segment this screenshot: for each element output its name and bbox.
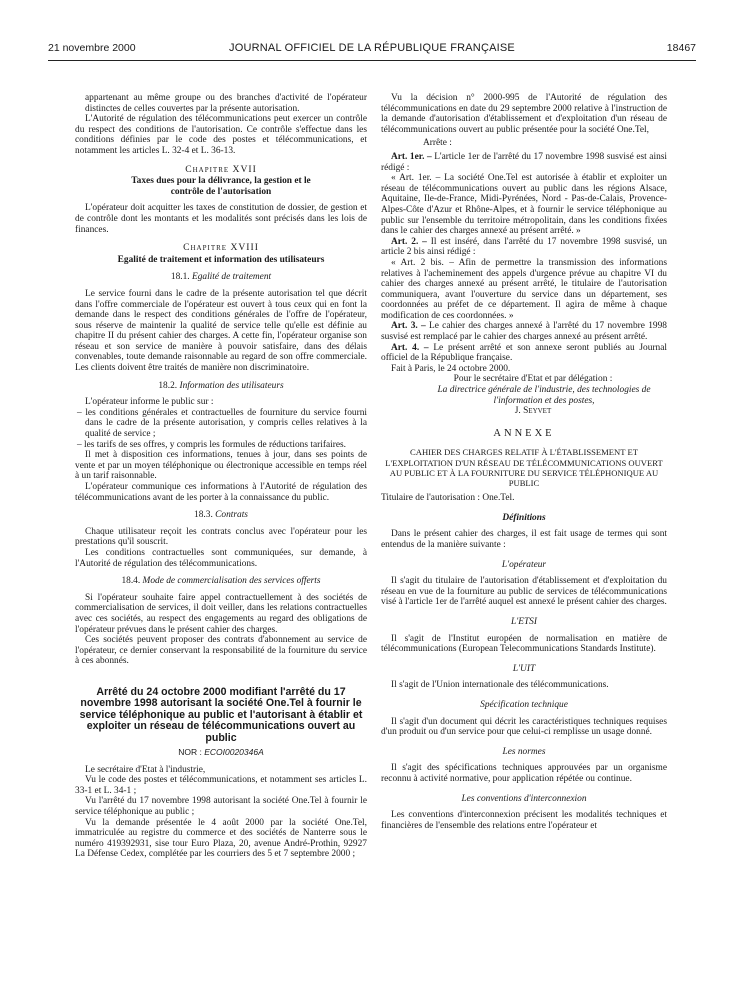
chapter-title: Egalité de traitement et information des utilisateurs <box>117 254 325 265</box>
right-column <box>381 93 667 831</box>
article-text: Le cahier des charges annexé à l'arrêté du 17 novembre 1998 susvisé est remplacé par le cahier des charges annexé au présent arrêté. <box>381 321 667 343</box>
issue-date: 21 novembre 2000 <box>48 42 136 54</box>
article-quote: « Art. 1er. – La société One.Tel est autorisée à établir et exploiter un réseau de télécommunications ouvert au public dans les régions Alsace, Aquitaine, Ile-de-France, Midi-Pyrénées, Nord - Pas-de-Calais, Provence-Alpes-Côte d'Azur et Rhône-Alpes, et à fournir le service téléphonique au public sur l'ensemble du territoire métropolitain, dans les conditions fixées dans le cahier des charges annexé au présent arrêté. » <box>381 173 667 237</box>
article <box>381 237 667 258</box>
definitions-heading: Définitions <box>502 512 546 523</box>
paragraph: L'opérateur doit acquitter les taxes de constitution de dossier, de gestion et de contrôle dont les montants et les modalités sont précisés dans les lois de finances. <box>75 203 367 235</box>
section-title: Egalité de traitement <box>191 272 272 283</box>
definition-term: Les conventions d'interconnexion <box>461 793 587 804</box>
chapter-label: Chapitre XVII <box>185 163 257 175</box>
paragraph: Vu la décision n° 2000-995 de l'Autorité de régulation des télécommunications en date du 29 septembre 2000 relative à l'instruction de la demande d'autorisation d'établissement et d'exploitation d'un réseau de télécommunications ouvert au public présentée pour la société One.Tel, <box>381 93 667 135</box>
article <box>381 152 667 173</box>
paragraph: Les conditions contractuelles sont communiquées, sur demande, à l'Autorité de régulation des télécommunications. <box>75 547 367 569</box>
article-text: Le présent arrêté et son annexe seront publiés au Journal officiel de la République française. <box>381 342 667 364</box>
article <box>381 343 667 364</box>
paragraph: appartenant au même groupe ou des branches d'activité de l'opérateur distinctes de celles couvertes par la présente autorisation. <box>85 93 367 114</box>
article-label: Art. 4. – <box>391 342 429 353</box>
article-quote: « Art. 2 bis. – Afin de permettre la transmission des informations relatives à l'acheminement des appels d'urgence prévue au chapitre VI du cahier des charges annexé au présent arrêté, le titulaire de l'autorisation communiquera, avant l'ouverture du service dans un département, ses coordonnées au préfet de ce département. Il agira de même à chaque modification de ces coordonnées. » <box>381 257 667 321</box>
section-heading <box>75 576 367 587</box>
nor-code: ECOI0020346A <box>204 746 264 757</box>
section-title: Contrats <box>215 510 248 521</box>
definition-text: Il s'agit de l'Union internationale des télécommunications. <box>391 680 609 691</box>
definition-text: Il s'agit de l'Institut européen de normalisation en matière de télécommunications (European Telecommunications Standards Institute). <box>381 633 667 655</box>
section-number: 18.2. <box>158 380 178 391</box>
annex-title: CAHIER DES CHARGES RELATIF À L'ÉTABLISSEMENT ET L'EXPLOITATION D'UN RÉSEAU DE TÉLÉCOMMUNICATIONS OUVERT AU PUBLIC ET À LA FOURNITURE DU SERVICE TÉLÉPHONIQUE AU PUBLIC <box>385 447 663 489</box>
paragraph: Chaque utilisateur reçoit les contrats conclus avec l'opérateur pour les prestations qu'il souscrit. <box>75 526 367 548</box>
decree-title: Arrêté du 24 octobre 2000 modifiant l'arrêté du 17 novembre 1998 autorisant la société One.Tel à fournir le service téléphonique au public et l'autorisant à établir et exploiter un réseau de télécommunications ouvert au public <box>79 685 363 744</box>
definition-text: Il s'agit d'un document qui décrit les caractéristiques techniques requises d'un produit ou d'un service pour que celui-ci remplisse un usage donné. <box>381 716 667 738</box>
section-number: 18.3. <box>194 510 213 521</box>
definition-term: L'UIT <box>512 663 536 674</box>
article-text: L'article 1er de l'arrêté du 17 novembre 1998 susvisé est ainsi rédigé : <box>381 151 668 173</box>
definition-text: Il s'agit des spécifications techniques approuvées par un organisme reconnu à activité normative, pour application répétée ou continue. <box>381 763 667 784</box>
left-column <box>75 93 367 860</box>
paragraph: Dans le présent cahier des charges, il est fait usage de termes qui sont entendus de la manière suivante : <box>381 529 667 550</box>
article-label: Art. 2. – <box>391 236 427 247</box>
article <box>381 321 667 342</box>
signature-title: La directrice générale de l'industrie, des technologies de l'information et des postes, <box>437 385 651 406</box>
paragraph: Vu l'arrêté du 17 novembre 1998 autorisant la société One.Tel à fournir le service téléphonique au public ; <box>75 796 367 817</box>
paragraph: Arrête : <box>423 138 452 149</box>
section-title: Information des utilisateurs <box>179 380 284 391</box>
section-heading <box>75 272 367 283</box>
paragraph: Il met à disposition ces informations, tenues à jour, dans ses points de vente et par un moyen téléphonique ou électronique accessible en temps réel à un tarif raisonnable. <box>75 450 367 482</box>
page-number: 18467 <box>666 42 696 54</box>
chapter-title: Taxes dues pour la délivrance, la gestion et le contrôle de l'autorisation <box>131 176 311 197</box>
list-item: – les tarifs de ses offres, y compris les formules de réductions tarifaires. <box>77 439 347 450</box>
definition-text: Il s'agit du titulaire de l'autorisation d'établissement et d'exploitation du réseau en vue de la fourniture au public de services de télécommunications visé à l'article 1er de l'arrêté auquel est annexé le présent cahier des charges. <box>381 576 667 608</box>
date-line: Fait à Paris, le 24 octobre 2000. <box>391 363 511 374</box>
definition-text: Les conventions d'interconnexion précisent les modalités techniques et financières de l'ensemble des relations entre l'opérateur et <box>381 810 667 831</box>
article-text: Il est inséré, dans l'arrêté du 17 novembre 1998 susvisé, un article 2 bis ainsi rédigé : <box>381 236 667 258</box>
paragraph: Ces sociétés peuvent proposer des contrats d'abonnement au service de l'opérateur, ce dernier conservant la responsabilité de la fourniture du service à ces abonnés. <box>75 635 367 667</box>
definition-term: L'opérateur <box>501 559 547 570</box>
definition-term: Spécification technique <box>480 699 568 710</box>
nor-label: NOR : <box>178 746 202 757</box>
section-title: Mode de commercialisation des services offerts <box>142 576 321 587</box>
paragraph: L'opérateur communique ces informations à l'Autorité de régulation des télécommunications avant de les porter à la connaissance du public. <box>75 482 367 503</box>
paragraph: L'Autorité de régulation des télécommunications peut exercer un contrôle du respect des conditions de l'autorisation. Ce contrôle s'effectue dans les conditions définies par le code des postes et télécommunications, et notamment les articles L. 32-4 et L. 36-13. <box>75 114 367 156</box>
article-label: Art. 3. – <box>391 321 426 332</box>
chapter-label: Chapitre XVIII <box>183 242 259 254</box>
section-number: 18.4. <box>121 576 141 587</box>
signatory-name: J. Seyvet <box>514 406 552 417</box>
section-heading <box>75 510 367 521</box>
nor-reference <box>75 747 367 758</box>
article-label: Art. 1er. – <box>391 151 432 162</box>
section-number: 18.1. <box>170 272 190 283</box>
page-header <box>48 42 696 58</box>
paragraph: Titulaire de l'autorisation : One.Tel. <box>381 493 515 504</box>
paragraph: L'opérateur informe le public sur : <box>85 397 214 408</box>
paragraph: Le service fourni dans le cadre de la présente autorisation tel que décrit dans l'offre commerciale de l'opérateur est ouvert à tous ceux qui en font la demande dans le respect des conditions générales de l'offre de l'opérateur, sous réserve de maintenir la qualité de service telle qu'elle est définie au chapitre II du présent cahier des charges. A cette fin, l'opérateur organise son réseau et son service de manière à pouvoir satisfaire, dans des délais convenables, toute demande raisonnable au regard de son offre commerciale. Les clients doivent être traités de manière non discriminatoire. <box>75 288 367 374</box>
paragraph: Le secrétaire d'Etat à l'industrie, <box>85 764 206 775</box>
definition-term: Les normes <box>502 746 546 757</box>
paragraph: Si l'opérateur souhaite faire appel contractuellement à des sociétés de commercialisation de services, il doit veiller, dans les relations contractuelles avec ces sociétés, au respect des engagements au regard des obligations de l'opérateur prévues dans le présent cahier des charges. <box>75 592 367 635</box>
section-heading <box>75 381 367 392</box>
list-item: – les conditions générales et contractuelles de fourniture du service fourni dans le cadre de la présente autorisation, y compris celles relatives à la qualité de service ; <box>77 407 367 440</box>
paragraph: Vu le code des postes et télécommunications, et notamment ses articles L. 33-1 et L. 34-1 ; <box>75 775 367 796</box>
paragraph: Vu la demande présentée le 4 août 2000 par la société One.Tel, immatriculée au registre du commerce et des sociétés de Nanterre sous le numéro 419392931, sise tour Euro Plaza, 20, avenue André-Prothin, 92927 La Défense Cedex, complétée par les courriers des 5 et 7 septembre 2000 ; <box>75 817 367 860</box>
annex-heading: ANNEXE <box>493 427 555 439</box>
definition-term: L'ETSI <box>511 616 537 627</box>
header-rule <box>48 60 696 61</box>
journal-title: JOURNAL OFFICIEL DE LA RÉPUBLIQUE FRANÇAISE <box>229 42 515 54</box>
signature-line: Pour le secrétaire d'Etat et par délégation : <box>453 374 613 385</box>
